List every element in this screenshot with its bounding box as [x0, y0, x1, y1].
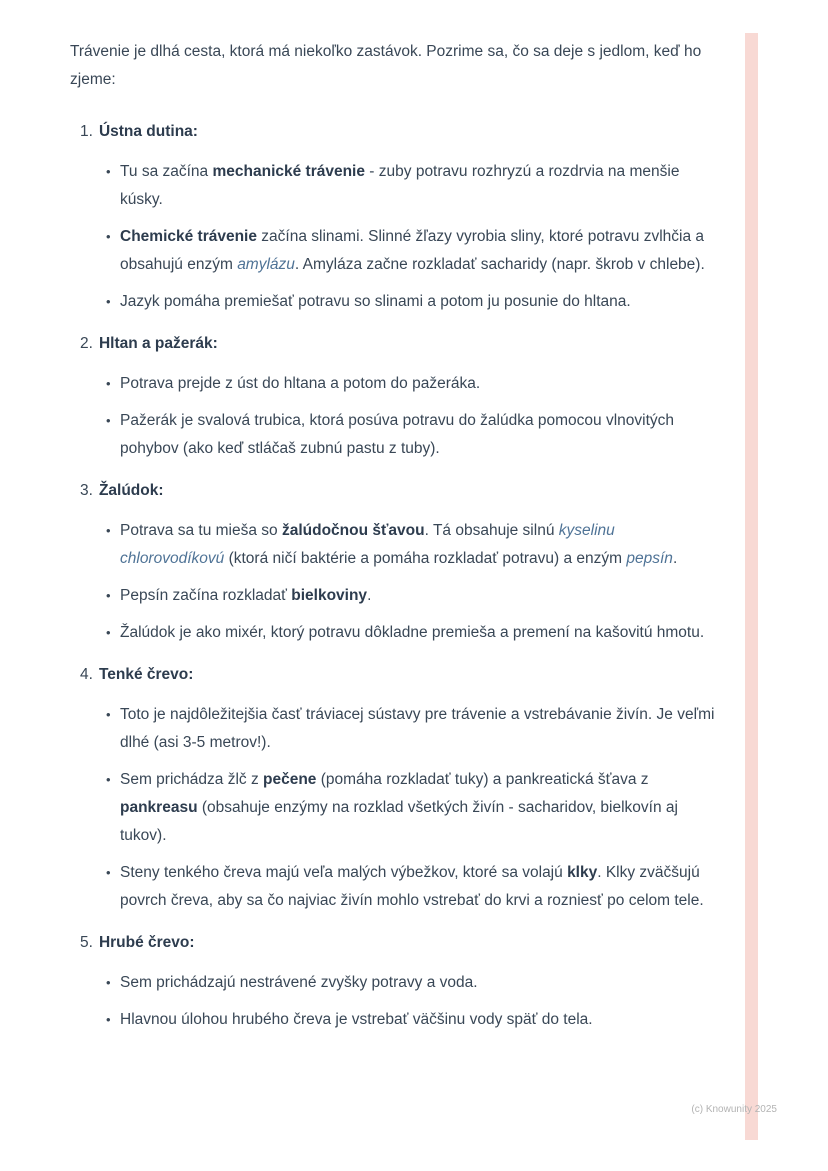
- section: [70, 118, 722, 316]
- plain-text: Pepsín začína rozkladať: [120, 587, 292, 604]
- bullet-item: [120, 859, 722, 915]
- bold-text: žalúdočnou šťavou: [281, 522, 425, 539]
- plain-text: Hlavnou úlohou hrubého čreva je vstrebať väčšinu vody späť do tela.: [120, 1011, 593, 1028]
- plain-text: .: [367, 587, 372, 604]
- plain-text: Steny tenkého čreva majú veľa malých výbežkov, ktoré sa volajú: [120, 864, 568, 881]
- plain-text: Sem prichádzajú nestrávené zvyšky potravy a voda.: [120, 974, 478, 991]
- section-number: 4.: [80, 666, 93, 683]
- section-number: 2.: [80, 335, 93, 352]
- bullet-item: [120, 1006, 722, 1034]
- plain-text: Potrava sa tu mieša so: [120, 522, 282, 539]
- bullet-list: [70, 370, 722, 463]
- bullet-list: [70, 517, 722, 647]
- section-title: Žalúdok:: [98, 482, 164, 499]
- section-number: 5.: [80, 934, 93, 951]
- plain-text: Pažerák je svalová trubica, ktorá posúva potravu do žalúdka pomocou vlnovitých pohybov (ako keď stláčaš zubnú pastu z tuby).: [120, 412, 674, 457]
- bullet-item: [120, 582, 722, 610]
- section-header: [80, 118, 722, 146]
- plain-text: Tu sa začína: [120, 163, 213, 180]
- section-number: 3.: [80, 482, 93, 499]
- section-header: [80, 477, 722, 505]
- plain-text: začína slinami. Slinné žľazy vyrobia sliny, ktoré potravu zvlhčia a obsahujú enzým: [120, 228, 705, 273]
- section-title: Hltan a pažerák:: [98, 335, 218, 352]
- plain-text: Potrava prejde z úst do hltana a potom do pažeráka.: [120, 375, 481, 392]
- section: [70, 661, 722, 915]
- bold-text: mechanické trávenie: [212, 163, 365, 180]
- section: [70, 477, 722, 647]
- section-header: [80, 929, 722, 957]
- section: [70, 330, 722, 463]
- bullet-item: [120, 407, 722, 463]
- copyright-watermark: (c) Knowunity 2025: [691, 1104, 777, 1115]
- bold-text: pankreasu: [120, 799, 198, 816]
- bullet-item: [120, 223, 722, 279]
- intro-paragraph: Trávenie je dlhá cesta, ktorá má niekoľko zastávok. Pozrime sa, čo sa deje s jedlom, keď ho zjeme:: [70, 43, 702, 88]
- bullet-item: [120, 969, 722, 997]
- bullet-item: [120, 158, 722, 214]
- plain-text: . Amyláza začne rozkladať sacharidy (napr. škrob v chlebe).: [294, 256, 705, 273]
- bold-text: klky: [567, 864, 598, 881]
- section-header: [80, 661, 722, 689]
- document-content: [70, 38, 722, 1043]
- section-header: [80, 330, 722, 358]
- bold-text: pečene: [263, 771, 317, 788]
- bullet-item: [120, 288, 722, 316]
- sections-list: [70, 118, 722, 1034]
- italic-text: kyselinu chlorovodíkovú: [120, 522, 615, 567]
- bullet-list: [70, 158, 722, 316]
- plain-text: - zuby potravu rozhryzú a rozdrvia na menšie kúsky.: [120, 163, 680, 208]
- section-title: Ústna dutina:: [98, 123, 198, 140]
- section-number: 1.: [80, 123, 93, 140]
- section-title: Hrubé črevo:: [98, 934, 195, 951]
- plain-text: (obsahuje enzýmy na rozklad všetkých živín - sacharidov, bielkovín aj tukov).: [120, 799, 678, 844]
- plain-text: (pomáha rozkladať tuky) a pankreatická šťava z: [316, 771, 649, 788]
- bullet-item: [120, 370, 722, 398]
- bold-text: Chemické trávenie: [120, 228, 257, 245]
- plain-text: Jazyk pomáha premiešať potravu so slinami a potom ju posunie do hltana.: [120, 293, 631, 310]
- accent-stripe: [745, 33, 758, 1140]
- bullet-item: [120, 701, 722, 757]
- plain-text: Sem prichádza žlč z: [120, 771, 263, 788]
- bullet-item: [120, 766, 722, 850]
- bold-text: bielkoviny: [291, 587, 368, 604]
- plain-text: Žalúdok je ako mixér, ktorý potravu dôkladne premieša a premení na kašovitú hmotu.: [120, 624, 705, 641]
- bullet-list: [70, 969, 722, 1034]
- plain-text: .: [672, 550, 678, 567]
- plain-text: Toto je najdôležitejšia časť tráviacej sústavy pre trávenie a vstrebávanie živín. Je veľmi dlhé (asi 3-5 metrov!).: [120, 706, 715, 751]
- italic-text: pepsín: [626, 550, 673, 567]
- plain-text: (ktorá ničí baktérie a pomáha rozkladať potravu) a enzým: [224, 550, 627, 567]
- bullet-item: [120, 517, 722, 573]
- bullet-item: [120, 619, 722, 647]
- section: [70, 929, 722, 1034]
- plain-text: . Klky zväčšujú povrch čreva, aby sa čo najviac živín mohlo vstrebať do krvi a rozniesť po celom tele.: [120, 864, 704, 909]
- plain-text: . Tá obsahuje silnú: [424, 522, 559, 539]
- bullet-list: [70, 701, 722, 915]
- italic-text: amylázu: [237, 256, 295, 273]
- section-title: Tenké črevo:: [98, 666, 194, 683]
